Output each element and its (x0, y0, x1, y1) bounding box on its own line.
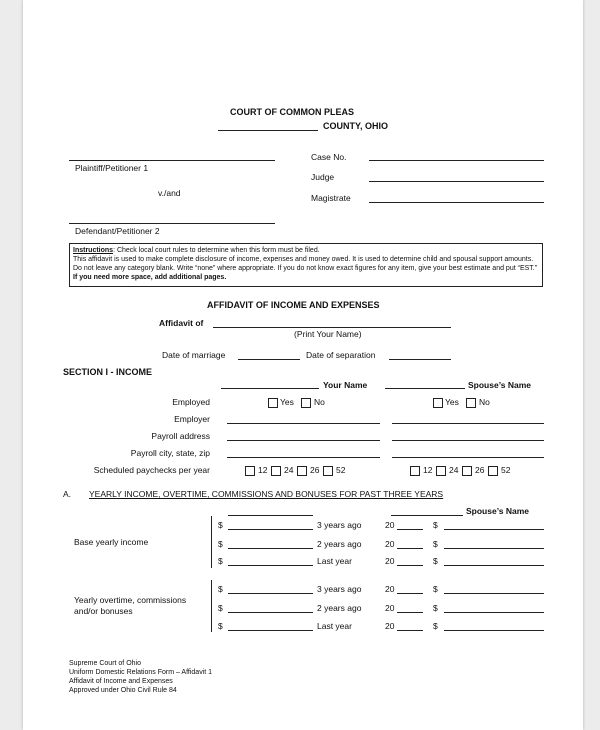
dollar-sign: $ (218, 621, 223, 631)
dollar-sign: $ (433, 539, 438, 549)
your-paychecks-52-checkbox[interactable] (323, 466, 333, 476)
your-name-header: Your Name (323, 380, 368, 390)
spouse-paychecks-26-label: 26 (475, 465, 485, 475)
spouse-paychecks-26-checkbox[interactable] (462, 466, 472, 476)
year-prefix: 20 (385, 603, 395, 613)
your-employer-line[interactable] (227, 423, 380, 424)
affidavit-of-label: Affidavit of (159, 318, 204, 328)
overtime-bracket (211, 580, 212, 632)
judge-label: Judge (311, 172, 335, 182)
dollar-sign: $ (433, 603, 438, 613)
year-line[interactable] (397, 529, 423, 530)
your-paychecks-12-checkbox[interactable] (245, 466, 255, 476)
county-label: COUNTY, OHIO (323, 121, 389, 131)
year-line[interactable] (397, 593, 423, 594)
overtime-amount-line[interactable] (228, 630, 313, 631)
spouse-yes-label: Yes (445, 397, 459, 407)
affidavit-title: AFFIDAVIT OF INCOME AND EXPENSES (207, 300, 380, 310)
your-paychecks-26-checkbox[interactable] (297, 466, 307, 476)
footer-line: Affidavit of Income and Expenses (69, 678, 173, 685)
instructions-line1: : Check local court rules to determine when this form must be filed. (113, 247, 320, 254)
plaintiff-line[interactable] (69, 160, 275, 161)
defendant-label: Defendant/Petitioner 2 (75, 226, 160, 236)
date-marriage-label: Date of marriage (162, 350, 226, 360)
employer-label: Employer (174, 414, 210, 424)
dollar-sign: $ (433, 621, 438, 631)
court-title: COURT OF COMMON PLEAS (230, 107, 354, 117)
spouse-paychecks-52-label: 52 (501, 465, 511, 475)
period-label: Last year (317, 556, 352, 566)
defendant-line[interactable] (69, 223, 275, 224)
year-line[interactable] (397, 612, 423, 613)
sectionA-spouse-name-header: Spouse’s Name (466, 506, 529, 516)
your-payroll-city-line[interactable] (227, 457, 380, 458)
affidavit-name-line[interactable] (213, 327, 451, 328)
dollar-sign: $ (218, 556, 223, 566)
date-marriage-line[interactable] (238, 359, 300, 360)
instructions-line3: If you need more space, add additional pages. (73, 274, 227, 281)
period-label: 3 years ago (317, 520, 362, 530)
spouse-amount-line[interactable] (444, 630, 544, 631)
magistrate-line[interactable] (369, 202, 544, 203)
judge-line[interactable] (369, 181, 544, 182)
period-label: Last year (317, 621, 352, 631)
footer-line: Approved under Ohio Civil Rule 84 (69, 687, 177, 694)
period-label: 2 years ago (317, 539, 362, 549)
overtime-amount-line[interactable] (228, 612, 313, 613)
payroll-city-label: Payroll city, state, zip (130, 448, 210, 458)
spouse-employed-yes-checkbox[interactable] (433, 398, 443, 408)
your-name-line[interactable] (221, 388, 319, 389)
spouse-name-line[interactable] (385, 388, 465, 389)
year-line[interactable] (397, 565, 423, 566)
plaintiff-label: Plaintiff/Petitioner 1 (75, 163, 149, 173)
your-no-label: No (314, 397, 325, 407)
spouse-amount-line[interactable] (444, 593, 544, 594)
spouse-paychecks-12-checkbox[interactable] (410, 466, 420, 476)
period-label: 2 years ago (317, 603, 362, 613)
period-label: 3 years ago (317, 584, 362, 594)
spouse-amount-line[interactable] (444, 565, 544, 566)
spouse-amount-line[interactable] (444, 548, 544, 549)
instructions-box (69, 243, 543, 287)
spouse-employer-line[interactable] (392, 423, 544, 424)
year-line[interactable] (397, 630, 423, 631)
your-yes-label: Yes (280, 397, 294, 407)
year-prefix: 20 (385, 584, 395, 594)
dollar-sign: $ (218, 520, 223, 530)
instructions-line2: This affidavit is used to make complete disclosure of income, expenses and money owed. It is used to determine child and spousal support amounts. Do not leave any category blank. Write “none” where appropriate. If you do not know exact figures for any item, give your best estimate and put “EST.” (73, 256, 538, 272)
spouse-paychecks-12-label: 12 (423, 465, 433, 475)
spouse-payroll-city-line[interactable] (392, 457, 544, 458)
year-prefix: 20 (385, 621, 395, 631)
sectionA-title: YEARLY INCOME, OVERTIME, COMMISSIONS AND BONUSES FOR PAST THREE YEARS (89, 489, 444, 499)
employed-label: Employed (172, 397, 210, 407)
case-no-label: Case No. (311, 152, 347, 162)
dollar-sign: $ (433, 556, 438, 566)
dollar-sign: $ (218, 603, 223, 613)
base-amount-line[interactable] (228, 529, 313, 530)
case-no-line[interactable] (369, 160, 544, 161)
overtime-label-2: and/or bonuses (74, 606, 133, 616)
base-bracket (211, 516, 212, 568)
spouse-paychecks-24-label: 24 (449, 465, 459, 475)
base-income-label: Base yearly income (74, 537, 149, 547)
dollar-sign: $ (218, 539, 223, 549)
county-name-line[interactable] (218, 130, 318, 131)
your-paychecks-52-label: 52 (336, 465, 346, 475)
spouse-paychecks-24-checkbox[interactable] (436, 466, 446, 476)
section1-title: SECTION I - INCOME (63, 367, 153, 377)
sectionA-spouse-name-line[interactable] (391, 515, 463, 516)
year-prefix: 20 (385, 556, 395, 566)
your-paychecks-26-label: 26 (310, 465, 320, 475)
spouse-employed-no-checkbox[interactable] (466, 398, 476, 408)
date-separation-label: Date of separation (306, 350, 376, 360)
year-prefix: 20 (385, 520, 395, 530)
sectionA-your-name-line[interactable] (228, 515, 313, 516)
your-paychecks-12-label: 12 (258, 465, 268, 475)
year-prefix: 20 (385, 539, 395, 549)
year-line[interactable] (397, 548, 423, 549)
instructions-label: Instructions (73, 247, 114, 254)
payroll-address-label: Payroll address (151, 431, 210, 441)
versus-label: v./and (158, 188, 181, 198)
date-separation-line[interactable] (389, 359, 451, 360)
your-payroll-address-line[interactable] (227, 440, 380, 441)
spouse-no-label: No (479, 397, 490, 407)
footer-block (69, 659, 212, 695)
magistrate-label: Magistrate (311, 193, 351, 203)
base-amount-line[interactable] (228, 565, 313, 566)
sectionA-letter: A. (63, 489, 72, 499)
your-employed-no-checkbox[interactable] (301, 398, 311, 408)
base-amount-line[interactable] (228, 548, 313, 549)
spouse-payroll-address-line[interactable] (392, 440, 544, 441)
document-page (23, 0, 583, 730)
your-paychecks-24-label: 24 (284, 465, 294, 475)
overtime-label-1: Yearly overtime, commissions (74, 595, 187, 605)
overtime-amount-line[interactable] (228, 593, 313, 594)
dollar-sign: $ (218, 584, 223, 594)
spouse-amount-line[interactable] (444, 612, 544, 613)
your-paychecks-24-checkbox[interactable] (271, 466, 281, 476)
spouse-name-header: Spouse’s Name (468, 380, 531, 390)
print-name-label: (Print Your Name) (294, 329, 362, 339)
dollar-sign: $ (433, 520, 438, 530)
spouse-paychecks-52-checkbox[interactable] (488, 466, 498, 476)
paychecks-label: Scheduled paychecks per year (93, 465, 210, 475)
spouse-amount-line[interactable] (444, 529, 544, 530)
footer-line: Uniform Domestic Relations Form – Affidavit 1 (69, 669, 213, 676)
dollar-sign: $ (433, 584, 438, 594)
your-employed-yes-checkbox[interactable] (268, 398, 278, 408)
footer-line: Supreme Court of Ohio (69, 660, 141, 667)
